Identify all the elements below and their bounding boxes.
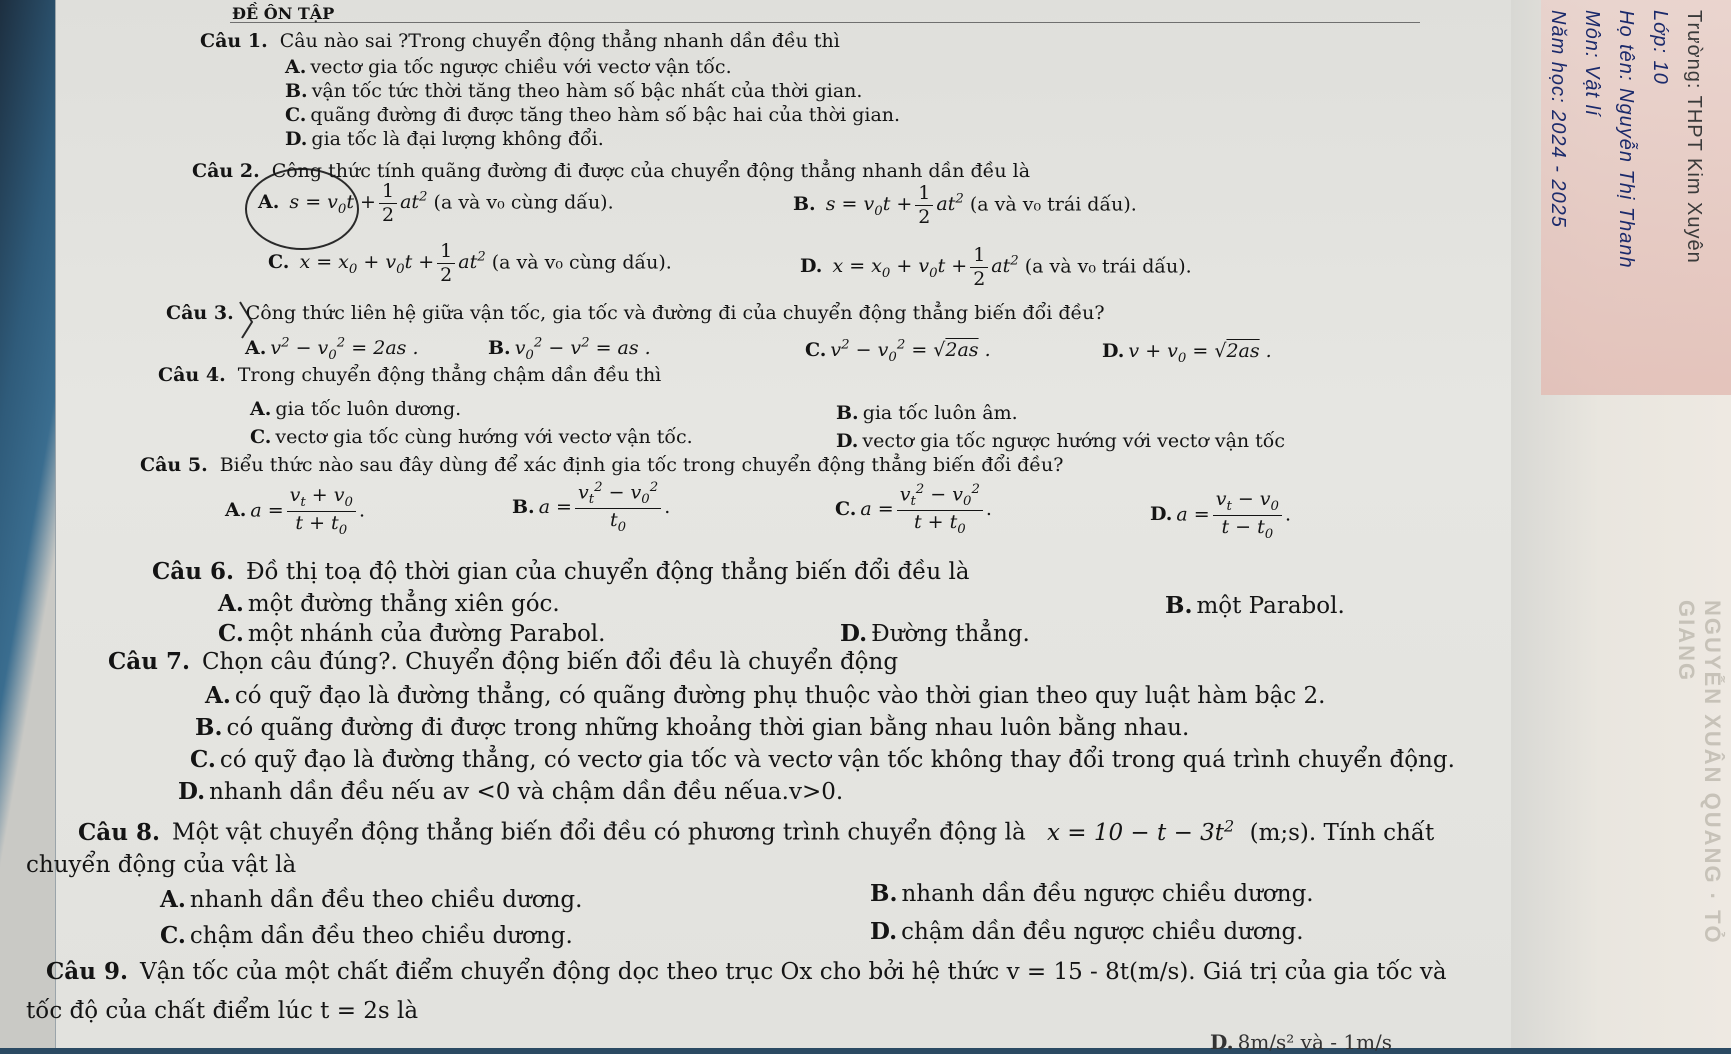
q1-option-b: B. vận tốc tức thời tăng theo hàm số bậc nhất của thời gian. xyxy=(285,80,863,102)
q8-option-b: B. nhanh dần đều ngược chiều dương. xyxy=(870,880,1314,907)
cover-name: Họ tên: Nguyễn Thị Thanh xyxy=(1615,10,1637,269)
q4-option-b: B. gia tốc luôn âm. xyxy=(836,402,1018,424)
q4-option-a: A. gia tốc luôn dương. xyxy=(250,398,462,420)
cover-subject: Môn: Vật lí xyxy=(1581,10,1603,117)
q6-option-a: A. một đường thẳng xiên góc. xyxy=(218,590,560,617)
question-7: Câu 7. Chọn câu đúng?. Chuyển động biến đổi đều là chuyển động xyxy=(108,648,899,675)
q7-option-d: D. nhanh dần đều nếu av <0 và chậm dần đều nếua.v>0. xyxy=(178,778,844,805)
q8-option-c: C. chậm dần đều theo chiều dương. xyxy=(160,922,573,949)
q6-option-c: C. một nhánh của đường Parabol. xyxy=(218,620,606,647)
q2-option-c: C. $x = x_0 + v_0t$ + $\frac{1}{2}$ $at^2$ (a và v₀ cùng dấu). xyxy=(268,240,672,286)
q4-option-c: C. vectơ gia tốc cùng hướng với vectơ vận tốc. xyxy=(250,426,693,448)
cover-class: Lớp: 10 xyxy=(1649,10,1671,85)
question-9-line-2: tốc độ của chất điểm lúc t = 2s là xyxy=(26,998,419,1024)
q3-option-b: B. $v_0^2 - v^2$ = as . xyxy=(488,336,651,364)
q4-option-d: D. vectơ gia tốc ngược hướng với vectơ vận tốc xyxy=(836,430,1286,452)
q1-option-c: C. quãng đường đi được tăng theo hàm số bậc hai của thời gian. xyxy=(285,104,901,126)
q8-option-d: D. chậm dần đều ngược chiều dương. xyxy=(870,918,1304,945)
q1-option-a: A. vectơ gia tốc ngược chiều với vectơ vận tốc. xyxy=(285,56,732,78)
question-3: Câu 3. Công thức liên hệ giữa vận tốc, gia tốc và đường đi của chuyển động thẳng biến đổi đều? xyxy=(166,302,1105,324)
q7-option-b: B. có quãng đường đi được trong những khoảng thời gian bằng nhau luôn bằng nhau. xyxy=(195,714,1190,741)
q7-option-c: C. có quỹ đạo là đường thẳng, có vectơ gia tốc và vectơ vận tốc không thay đổi trong quá trình chuyển động. xyxy=(190,746,1455,773)
question-8: Câu 8. Một vật chuyển động thẳng biến đổi đều có phương trình chuyển động là $x = 10 - t - 3t^2$ (m;s). Tính chất xyxy=(78,816,1435,846)
question-label: Câu 1. xyxy=(200,30,268,52)
cover-school: Trường: THPT Kim Xuyên xyxy=(1683,10,1705,264)
question-8-line-2: chuyển động của vật là xyxy=(26,852,297,878)
q3-option-c: C. $v^2 - v_0^2 = √2as$ . xyxy=(805,338,991,366)
question-text: Câu nào sai ?Trong chuyển động thẳng nhanh dần đều thì xyxy=(279,30,840,52)
q3-option-a: A. $v^2 - v_0^2 = 2as$ . xyxy=(245,336,419,364)
question-4: Câu 4. Trong chuyển động thẳng chậm dần đều thì xyxy=(158,364,662,386)
question-2: Câu 2. Công thức tính quãng đường đi được của chuyển động thẳng nhanh dần đều là xyxy=(192,160,1031,182)
q5-option-d: D. a = $\frac{v_t - v_0}{t - t_0}$ . xyxy=(1150,488,1292,542)
cover-year: Năm học: 2024 - 2025 xyxy=(1547,10,1569,228)
q9-option-d: D. 8m/s² và - 1m/s xyxy=(1210,1030,1393,1054)
brand-watermark: NGUYỄN XUÂN QUANG · TỎ GIANG xyxy=(1674,600,1725,945)
q5-option-a: A. a = $\frac{v_t + v_0}{t + t_0}$ . xyxy=(225,484,365,538)
q1-option-d: D. gia tốc là đại lượng không đổi. xyxy=(285,128,604,150)
q6-option-b: B. một Parabol. xyxy=(1165,592,1345,619)
q3-option-d: D. $v + v_0 = √2as$ . xyxy=(1102,340,1272,366)
question-6: Câu 6. Đồ thị toạ độ thời gian của chuyển động thẳng biến đổi đều là xyxy=(152,558,970,585)
q2-option-d: D. $x = x_0 + v_0t$ + $\frac{1}{2}$ $at^2$ (a và v₀ trái dấu). xyxy=(800,244,1192,290)
question-9: Câu 9. Vận tốc của một chất điểm chuyển động dọc theo trục Ox cho bởi hệ thức v = 15 - 8t(m/s). Giá trị của gia tốc và xyxy=(46,958,1447,985)
q2-option-a: A. $s = v_0t$ + $\frac{1}{2}$ $at^2$ (a và v₀ cùng dấu). xyxy=(258,180,614,226)
question-5: Câu 5. Biểu thức nào sau đây dùng để xác định gia tốc trong chuyển động thẳng biến đổi đều? xyxy=(140,454,1064,476)
q2-option-b: B. $s = v_0t$ + $\frac{1}{2}$ $at^2$ (a và v₀ trái dấu). xyxy=(793,182,1137,228)
q5-option-b: B. a = $\frac{v_t^2 - v_0^2}{t_0}$ . xyxy=(512,480,671,535)
q8-option-a: A. nhanh dần đều theo chiều dương. xyxy=(160,886,583,913)
q5-option-c: C. a = $\frac{v_t^2 - v_0^2}{t + t_0}$ . xyxy=(835,482,992,537)
q6-option-d: D. Đường thẳng. xyxy=(840,620,1030,647)
question-1 xyxy=(200,30,840,53)
q7-option-a: A. có quỹ đạo là đường thẳng, có quãng đường phụ thuộc vào thời gian theo quy luật hàm bậc 2. xyxy=(205,682,1326,709)
page-title: ĐỀ ÔN TẬP xyxy=(232,4,335,23)
